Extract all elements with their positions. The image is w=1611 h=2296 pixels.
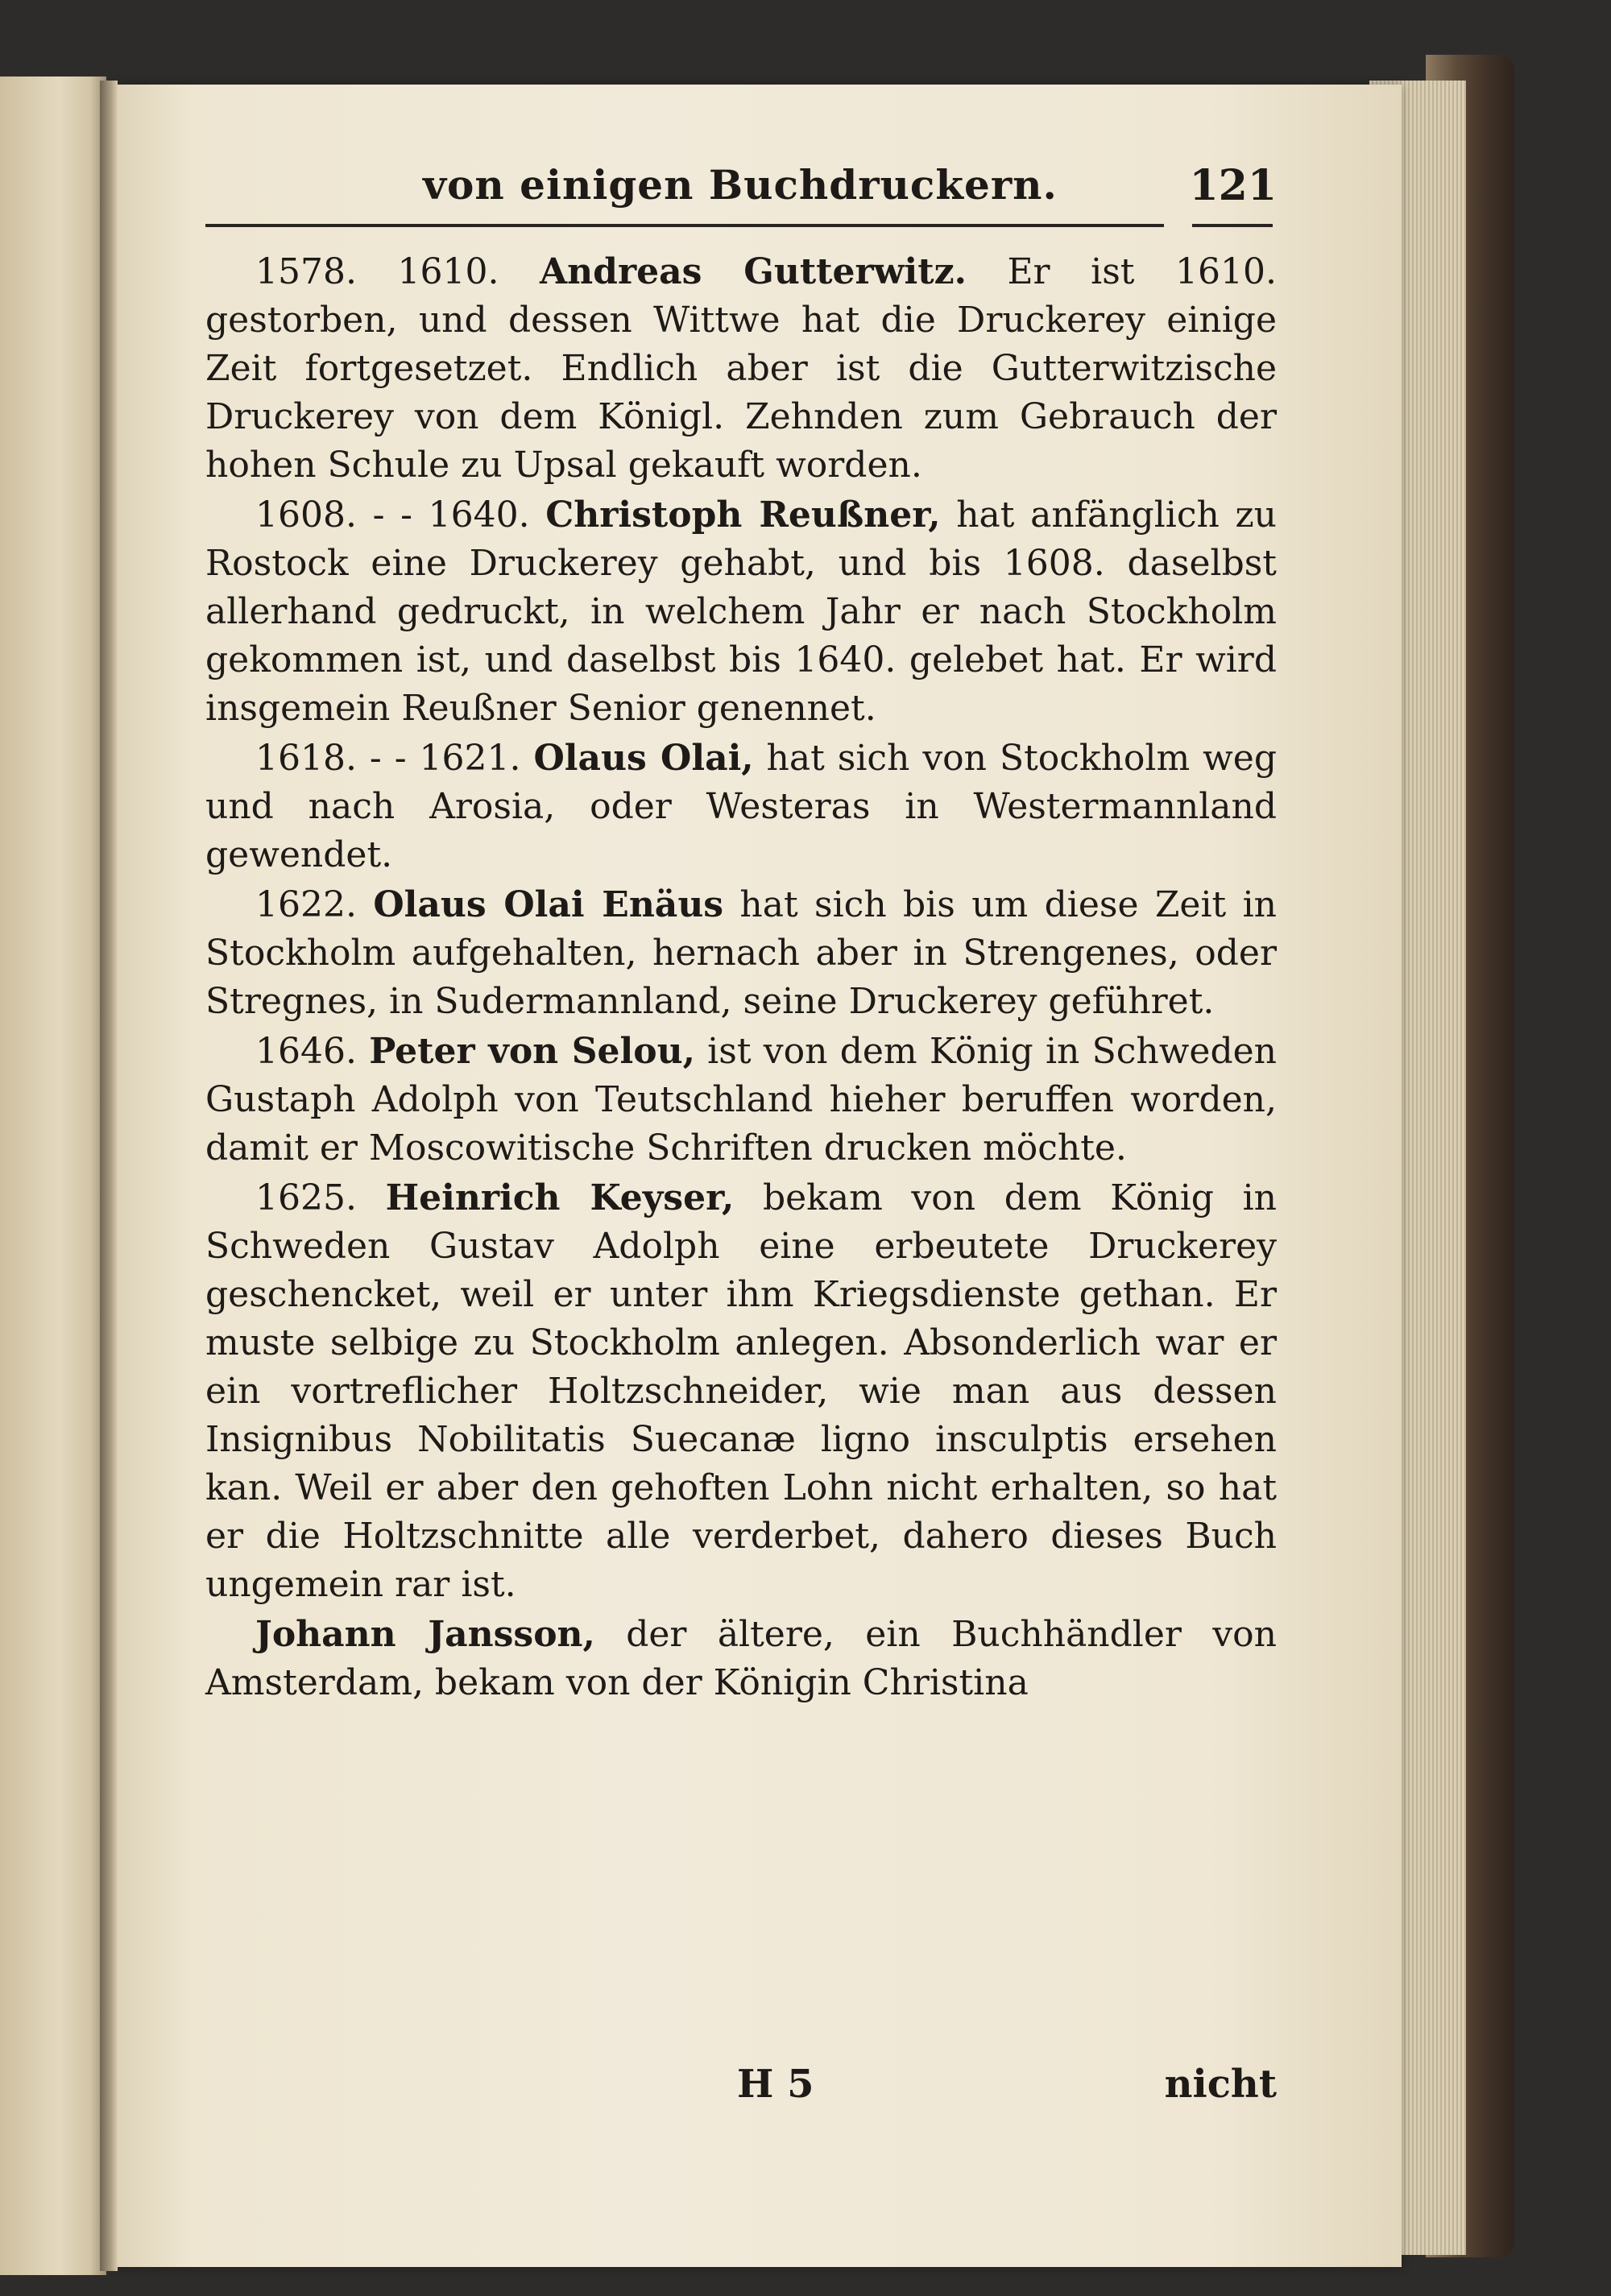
entry-olaus-olai <box>205 734 1277 879</box>
entry-printer-name: Heinrich Keyser, <box>385 1177 735 1218</box>
entry-printer-name: Olaus Olai, <box>533 738 754 779</box>
entry-years: 1578. 1610. <box>255 251 499 292</box>
header-rule <box>205 224 1164 227</box>
book-gutter <box>100 81 118 2271</box>
entry-text: hat sich von Stockholm weg und nach Arosia, oder Westeras in Westermannland gewendet. <box>205 738 1277 875</box>
entry-years: 1618. - - 1621. <box>255 738 521 779</box>
signature-mark: H 5 <box>737 2062 814 2107</box>
page-footer <box>205 2062 1277 2118</box>
entry-text: hat anfänglich zu Rostock eine Druckerey gehabt, und bis 1608. daselbst allerhand gedruckt, in welchem Jahr er nach Stockholm gekommen ist, und daselbst bis 1640. gelebet hat. Er wird insgemein Reußner Senior genennet. <box>205 494 1277 729</box>
entry-olaus-olai-enaeus <box>205 881 1277 1026</box>
entry-selou <box>205 1028 1277 1173</box>
running-head-title: von einigen Buchdruckern. <box>423 161 1058 209</box>
entry-text: Er ist 1610. gestorben, und dessen Wittwe hat die Druckerey einige Zeit fortgesetzet. Endlich aber ist die Gutterwitzische Druckerey von dem Königl. Zehnden zum Gebrauch der hohen Schule zu Upsal gekauft worden. <box>205 251 1277 486</box>
entry-gutterwitz <box>205 248 1277 490</box>
catchword: nicht <box>1164 2062 1277 2107</box>
entry-text: hat sich bis um diese Zeit in Stockholm aufgehalten, hernach aber in Strengenes, oder Stregnes, in Sudermannland, seine Druckerey geführet. <box>205 884 1277 1022</box>
entry-printer-name: Andreas Gutterwitz. <box>540 251 967 292</box>
entry-text: der ältere, ein Buchhändler von Amsterdam, bekam von der Königin Christina <box>205 1614 1277 1703</box>
entry-printer-name: Olaus Olai Enäus <box>373 884 724 925</box>
entry-printer-name: Peter von Selou, <box>369 1031 695 1072</box>
entry-printer-name: Johann Jansson, <box>255 1614 595 1655</box>
entry-printer-name: Christoph Reußner, <box>545 494 941 536</box>
entry-years: 1646. <box>255 1031 357 1072</box>
page-number: 121 <box>1189 161 1277 210</box>
header-rule-short <box>1192 224 1273 227</box>
running-head <box>205 161 1277 225</box>
entry-jansson <box>205 1611 1277 1707</box>
entry-reussner <box>205 491 1277 733</box>
entry-years: 1622. <box>255 884 357 925</box>
entry-years: 1625. <box>255 1177 357 1218</box>
entry-text: ist von dem König in Schweden Gustaph Adolph von Teutschland hieher beruffen worden, damit er Moscowitische Schriften drucken möchte. <box>205 1031 1277 1169</box>
entry-text: bekam von dem König in Schweden Gustav Adolph eine erbeutete Druckerey geschencket, weil er unter ihm Kriegsdienste gethan. Er muste selbige zu Stockholm anlegen. Absonderlich war er ein vortreflicher Holtzschneider, wie man aus dessen Insignibus Nobilitatis Suecanæ ligno insculptis ersehen kan. Weil er aber den gehoften Lohn nicht erhalten, so hat er die Holtzschnitte alle verderbet, dahero dieses Buch ungemein rar ist. <box>205 1177 1277 1605</box>
entry-keyser <box>205 1174 1277 1609</box>
entry-years: 1608. - - 1640. <box>255 494 530 536</box>
body-text <box>205 242 1277 1709</box>
page-text-area <box>205 161 1277 2126</box>
left-page-edge <box>0 77 106 2275</box>
